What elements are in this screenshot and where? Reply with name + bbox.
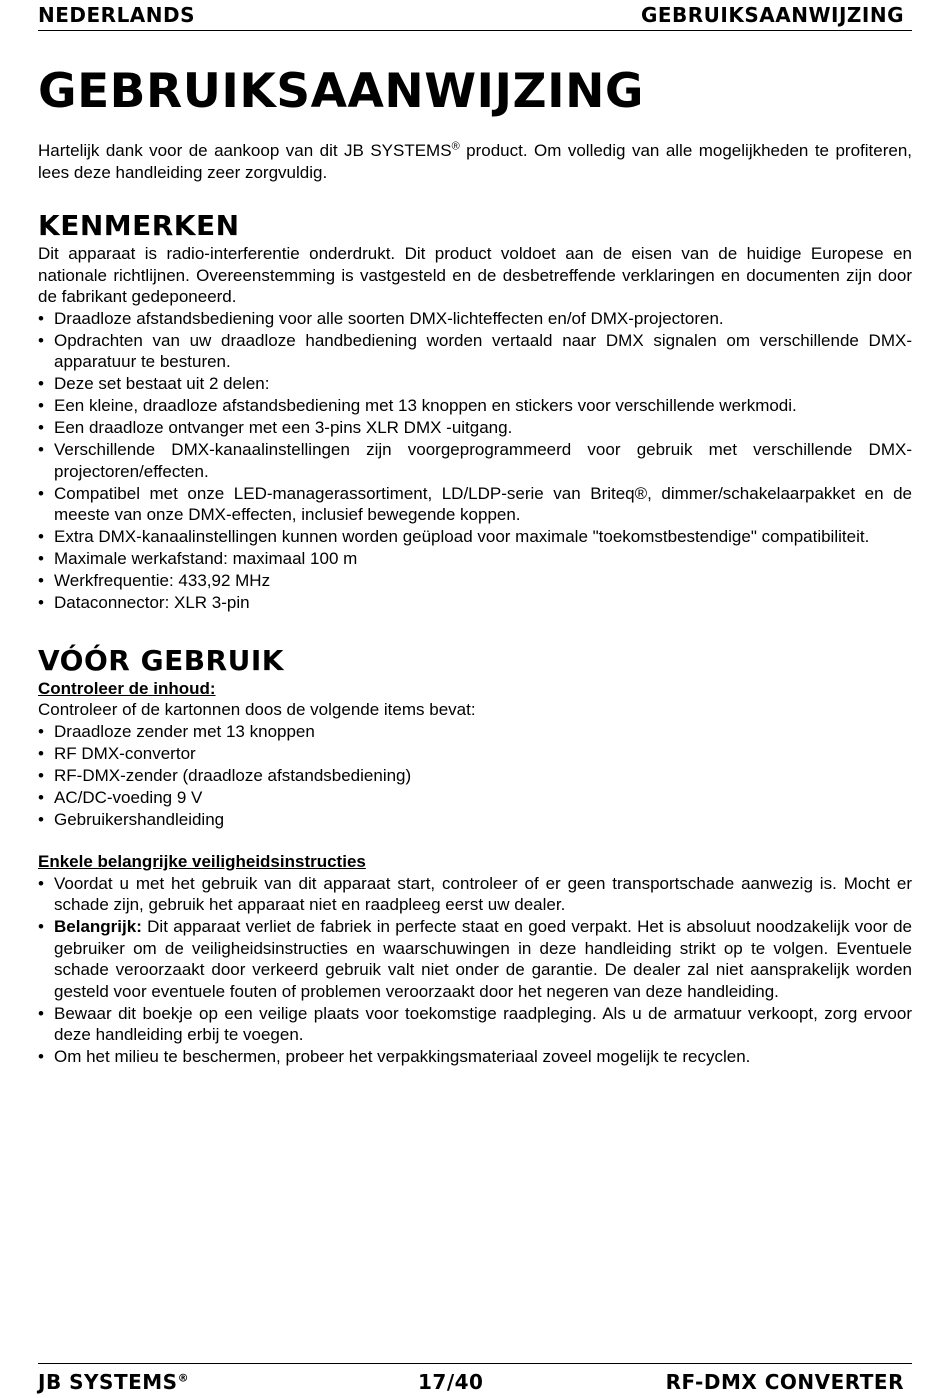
- page-header: [38, 2, 912, 31]
- list-item: • Maximale werkafstand: maximaal 100 m: [38, 548, 912, 570]
- features-list: [38, 308, 912, 614]
- list-item: • AC/DC-voeding 9 V: [38, 787, 912, 809]
- page-footer: [38, 1363, 912, 1398]
- footer-brand-name: JB SYSTEMS: [38, 1370, 178, 1394]
- list-item: • Voordat u met het gebruik van dit apparaat start, controleer of er geen transportschade aanwezig is. Mocht er schade zijn, gebruik het apparaat niet en raadpleeg eerst uw dealer.: [38, 873, 912, 916]
- safety-title: Enkele belangrijke veiligheidsinstructies: [38, 852, 366, 871]
- list-item: • Draadloze zender met 13 knoppen: [38, 721, 912, 743]
- contents-title: Controleer de inhoud:: [38, 678, 216, 698]
- intro-registered-mark: ®: [451, 140, 460, 153]
- features-paragraph: Dit apparaat is radio-interferentie onderdrukt. Dit product voldoet aan de eisen van de huidige Europese en nationale richtlijnen. Overeenstemming is vastgesteld en de desbetreffende verklaringen en documenten zijn door de fabrikant gedeponeerd.: [38, 244, 912, 306]
- list-item: • Werkfrequentie: 433,92 MHz: [38, 570, 912, 592]
- intro-text-before: Hartelijk dank voor de aankoop van dit JB SYSTEMS: [38, 141, 452, 160]
- list-item: [38, 916, 912, 1002]
- features-heading: KENMERKEN: [38, 209, 240, 242]
- intro-paragraph: [38, 140, 912, 183]
- list-item: • Een draadloze ontvanger met een 3-pins XLR DMX -uitgang.: [38, 417, 912, 439]
- list-item: • Compatibel met onze LED-managerassortiment, LD/LDP-serie van Briteq®, dimmer/schakelaarpakket en de meeste van onze DMX-effecten, inclusief bewegende koppen.: [38, 483, 912, 526]
- header-language: NEDERLANDS: [38, 3, 196, 27]
- list-item: • Om het milieu te beschermen, probeer het verpakkingsmateriaal zoveel mogelijk te recyclen.: [38, 1046, 912, 1068]
- important-text: Dit apparaat verliet de fabriek in perfecte staat en goed verpakt. Het is absoluut noodzakelijk voor de gebruiker om de veiligheidsinstructies en waarschuwingen in deze handleiding strikt op te volgen. Eventuele schade veroorzaakt door verkeerd gebruik valt niet onder de garantie. De dealer zal niet aansprakelijk worden gesteld voor eventuele fouten of problemen veroorzaakt door het negeren van deze handleiding.: [54, 917, 912, 1001]
- list-item: • Een kleine, draadloze afstandsbediening met 13 knoppen en stickers voor verschillende werkmodi.: [38, 395, 912, 417]
- list-item: • Deze set bestaat uit 2 delen:: [38, 373, 912, 395]
- list-item: • Extra DMX-kanaalinstellingen kunnen worden geüpload voor maximale "toekomstbestendige" compatibiliteit.: [38, 526, 912, 548]
- page-content: [38, 60, 912, 1068]
- page-number: 17/40: [418, 1370, 484, 1394]
- list-item: • Dataconnector: XLR 3-pin: [38, 592, 912, 614]
- list-item: • Bewaar dit boekje op een veilige plaats voor toekomstige raadpleging. Als u de armatuur verkoopt, zorg ervoor deze handleiding erbij te voegen.: [38, 1003, 912, 1046]
- list-item: • RF-DMX-zender (draadloze afstandsbediening): [38, 765, 912, 787]
- page-title: GEBRUIKSAANWIJZING: [38, 64, 645, 119]
- list-item: • Opdrachten van uw draadloze handbediening worden vertaald naar DMX signalen om verschillende DMX-apparatuur te besturen.: [38, 330, 912, 373]
- list-item: • Gebruikershandleiding: [38, 809, 912, 831]
- safety-list: [38, 873, 912, 1068]
- intro-text-after: product. Om volledig van alle mogelijkheden te profiteren, lees deze handleiding zeer zorgvuldig.: [38, 141, 912, 182]
- footer-registered-mark: ®: [177, 1371, 190, 1385]
- list-item: • Verschillende DMX-kanaalinstellingen zijn voorgeprogrammeerd voor gebruik met verschillende DMX-projectoren/effecten.: [38, 439, 912, 482]
- list-item: • Draadloze afstandsbediening voor alle soorten DMX-lichteffecten en/of DMX-projectoren.: [38, 308, 912, 330]
- contents-list: [38, 721, 912, 831]
- header-section: GEBRUIKSAANWIJZING: [640, 3, 904, 27]
- footer-product: RF-DMX CONVERTER: [665, 1370, 904, 1394]
- footer-brand: [38, 1370, 189, 1394]
- contents-intro: Controleer of de kartonnen doos de volgende items bevat:: [38, 700, 476, 719]
- list-item: • RF DMX-convertor: [38, 743, 912, 765]
- important-label: Belangrijk:: [54, 917, 142, 936]
- before-use-heading: VÓÓR GEBRUIK: [38, 643, 284, 677]
